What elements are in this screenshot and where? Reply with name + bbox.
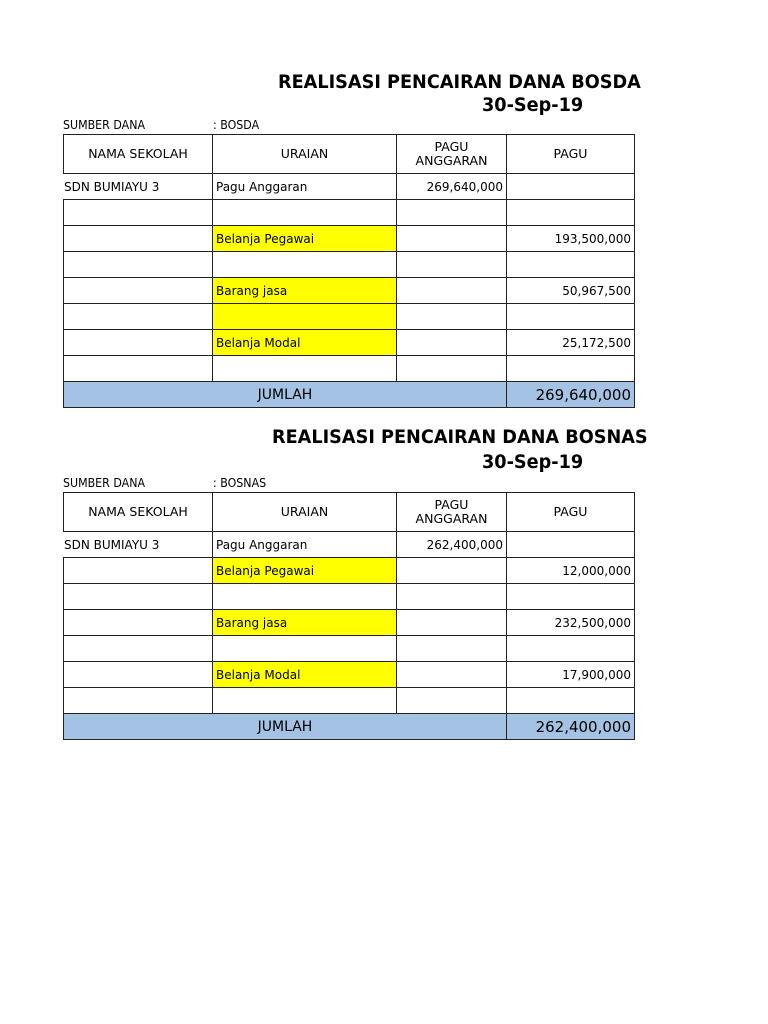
- cell-nama: [64, 330, 213, 356]
- cell-uraian: Pagu Anggaran: [213, 532, 397, 558]
- total-row: [64, 714, 635, 740]
- cell-nama: [64, 636, 213, 662]
- total-label: JUMLAH: [64, 382, 507, 408]
- cell-pagu: 193,500,000: [507, 226, 635, 252]
- cell-anggaran: [397, 356, 507, 382]
- cell-anggaran: [397, 584, 507, 610]
- col-pagu: PAGU: [507, 135, 635, 174]
- cell-anggaran: 269,640,000: [397, 174, 507, 200]
- section-title: REALISASI PENCAIRAN DANA BOSNAS: [272, 426, 648, 448]
- cell-nama: [64, 584, 213, 610]
- cell-anggaran: [397, 558, 507, 584]
- cell-nama: [64, 252, 213, 278]
- cell-uraian: Belanja Pegawai: [213, 226, 397, 252]
- cell-anggaran: [397, 610, 507, 636]
- col-uraian: URAIAN: [213, 135, 397, 174]
- cell-uraian: [213, 636, 397, 662]
- table-row: [64, 532, 635, 558]
- table-row: [64, 226, 635, 252]
- cell-pagu: [507, 636, 635, 662]
- cell-nama: [64, 688, 213, 714]
- cell-anggaran: [397, 200, 507, 226]
- cell-anggaran: 262,400,000: [397, 532, 507, 558]
- cell-pagu: 17,900,000: [507, 662, 635, 688]
- cell-anggaran: [397, 662, 507, 688]
- cell-pagu: 232,500,000: [507, 610, 635, 636]
- source-value: : BOSNAS: [213, 476, 267, 490]
- col-pagu-anggaran: PAGU ANGGARAN: [397, 493, 507, 532]
- cell-anggaran: [397, 688, 507, 714]
- cell-pagu: [507, 174, 635, 200]
- cell-pagu: [507, 252, 635, 278]
- cell-uraian: [213, 252, 397, 278]
- col-nama-sekolah: NAMA SEKOLAH: [64, 135, 213, 174]
- source-label: SUMBER DANA: [63, 118, 146, 132]
- table-row: [64, 610, 635, 636]
- cell-nama: [64, 304, 213, 330]
- col-pagu-anggaran: PAGU ANGGARAN: [397, 135, 507, 174]
- cell-nama: SDN BUMIAYU 3: [64, 174, 213, 200]
- cell-nama: SDN BUMIAYU 3: [64, 532, 213, 558]
- cell-uraian: [213, 304, 397, 330]
- total-row: [64, 382, 635, 408]
- realisasi-table-bosda: [63, 134, 635, 408]
- cell-uraian: Barang jasa: [213, 278, 397, 304]
- cell-uraian: [213, 688, 397, 714]
- cell-pagu: [507, 200, 635, 226]
- cell-nama: [64, 356, 213, 382]
- cell-nama: [64, 662, 213, 688]
- table-row: [64, 252, 635, 278]
- table-row: [64, 278, 635, 304]
- table-row: [64, 200, 635, 226]
- section-date: 30-Sep-19: [482, 94, 584, 116]
- cell-uraian: Belanja Modal: [213, 662, 397, 688]
- cell-pagu: [507, 532, 635, 558]
- cell-nama: [64, 200, 213, 226]
- cell-uraian: Barang jasa: [213, 610, 397, 636]
- table-header-row: [64, 493, 635, 532]
- cell-pagu: 12,000,000: [507, 558, 635, 584]
- source-label: SUMBER DANA: [63, 476, 146, 490]
- col-pagu: PAGU: [507, 493, 635, 532]
- table-row: [64, 356, 635, 382]
- cell-anggaran: [397, 226, 507, 252]
- cell-pagu: 25,172,500: [507, 330, 635, 356]
- cell-pagu: [507, 304, 635, 330]
- cell-anggaran: [397, 636, 507, 662]
- table-row: [64, 174, 635, 200]
- cell-anggaran: [397, 278, 507, 304]
- cell-uraian: [213, 356, 397, 382]
- total-value: 269,640,000: [507, 382, 635, 408]
- table-row: [64, 636, 635, 662]
- section-date: 30-Sep-19: [482, 451, 584, 473]
- cell-uraian: [213, 200, 397, 226]
- col-nama-sekolah: NAMA SEKOLAH: [64, 493, 213, 532]
- cell-pagu: [507, 688, 635, 714]
- table-row: [64, 662, 635, 688]
- cell-anggaran: [397, 330, 507, 356]
- cell-uraian: Belanja Modal: [213, 330, 397, 356]
- cell-nama: [64, 226, 213, 252]
- cell-nama: [64, 558, 213, 584]
- total-value: 262,400,000: [507, 714, 635, 740]
- cell-anggaran: [397, 304, 507, 330]
- section-title: REALISASI PENCAIRAN DANA BOSDA: [278, 71, 641, 93]
- cell-pagu: 50,967,500: [507, 278, 635, 304]
- table-header-row: [64, 135, 635, 174]
- cell-anggaran: [397, 252, 507, 278]
- source-value: : BOSDA: [213, 118, 260, 132]
- cell-pagu: [507, 356, 635, 382]
- total-label: JUMLAH: [64, 714, 507, 740]
- table-row: [64, 688, 635, 714]
- table-row: [64, 584, 635, 610]
- table-row: [64, 330, 635, 356]
- cell-nama: [64, 278, 213, 304]
- cell-nama: [64, 610, 213, 636]
- table-row: [64, 304, 635, 330]
- table-row: [64, 558, 635, 584]
- col-uraian: URAIAN: [213, 493, 397, 532]
- realisasi-table-bosnas: [63, 492, 635, 740]
- cell-uraian: Belanja Pegawai: [213, 558, 397, 584]
- cell-pagu: [507, 584, 635, 610]
- cell-uraian: [213, 584, 397, 610]
- cell-uraian: Pagu Anggaran: [213, 174, 397, 200]
